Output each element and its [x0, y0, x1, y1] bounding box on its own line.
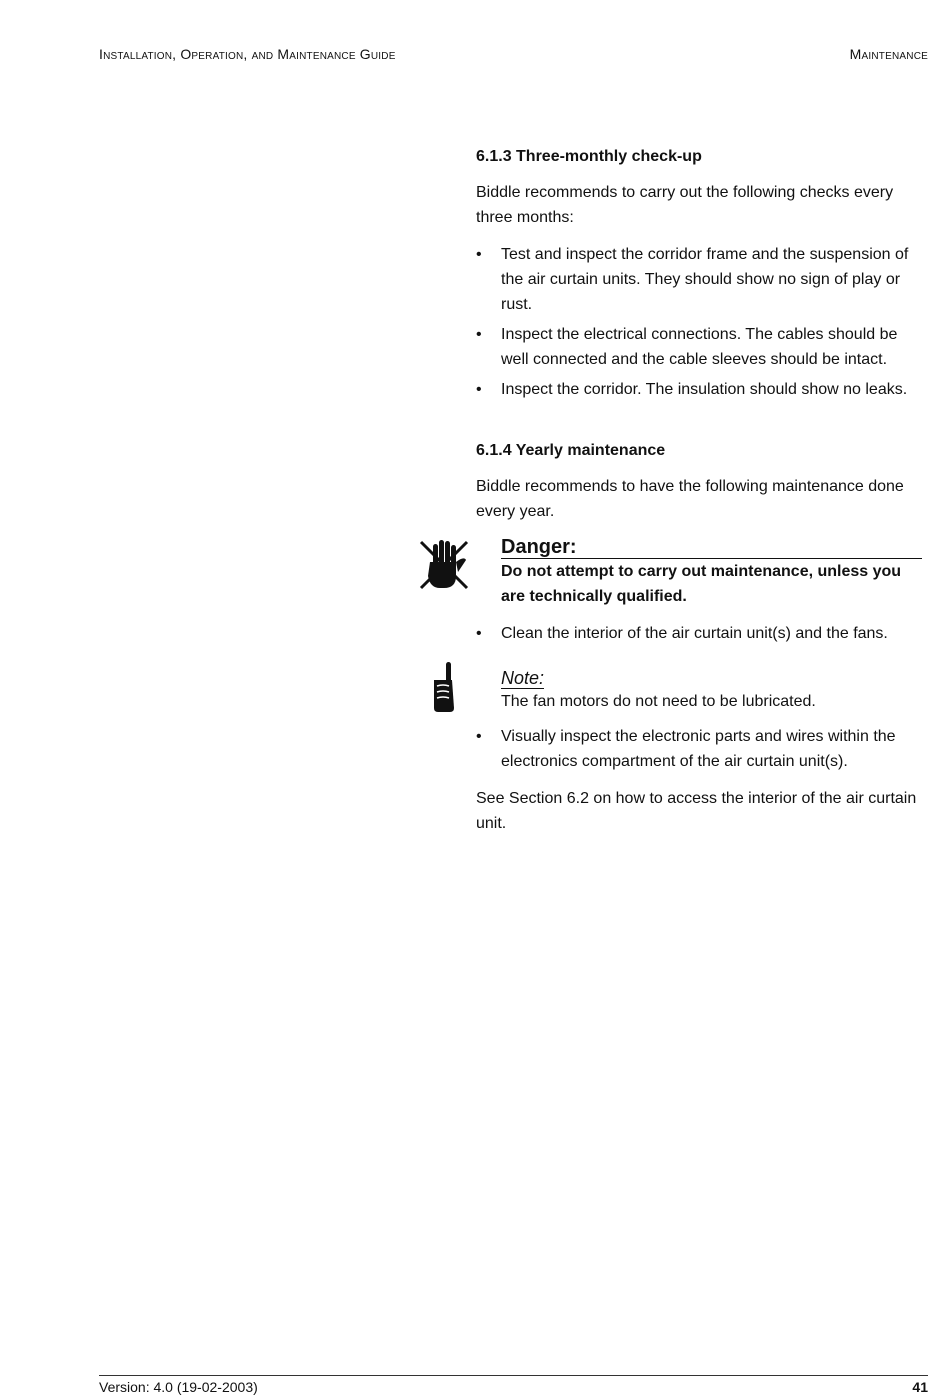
- no-hand-icon: [416, 536, 472, 592]
- section-6-1-4-intro: Biddle recommends to have the following maintenance done every year.: [476, 478, 904, 520]
- section-6-1-4-list-b: [476, 724, 922, 774]
- note-callout: [476, 658, 922, 712]
- note-text: The fan motors do not need to be lubricated.: [501, 693, 816, 710]
- list-item: • Inspect the corridor. The insulation should show no leaks.: [476, 377, 922, 402]
- header-doc-title: Installation, Operation, and Maintenance Guide: [99, 46, 396, 62]
- header-chapter: Maintenance: [849, 46, 928, 62]
- pointing-hand-icon: [416, 660, 472, 716]
- section-6-1-3-title: 6.1.3 Three-monthly check-up: [476, 148, 702, 165]
- list-item: • Test and inspect the corridor frame and the suspension of the air curtain units. They should show no sign of play or rust.: [476, 242, 922, 317]
- danger-title: Danger:: [501, 536, 922, 559]
- section-6-1-4-title: 6.1.4 Yearly maintenance: [476, 442, 666, 459]
- section-6-1-4-list-a: [476, 621, 922, 646]
- section-6-1-3-list: [476, 242, 922, 402]
- main-content: [476, 146, 922, 848]
- section-6-1-3-intro: Biddle recommends to carry out the following checks every three months:: [476, 184, 894, 226]
- page-footer: [99, 1375, 928, 1395]
- danger-callout: [476, 536, 922, 609]
- page-header: [99, 46, 928, 62]
- footer-version: Version: 4.0 (19-02-2003): [99, 1379, 258, 1395]
- list-item: • Inspect the electrical connections. The cables should be well connected and the cable sleeves should be intact.: [476, 322, 922, 372]
- danger-text: Do not attempt to carry out maintenance, unless you are technically qualified.: [501, 563, 902, 605]
- list-item: • Clean the interior of the air curtain unit(s) and the fans.: [476, 621, 922, 646]
- note-title: Note:: [501, 668, 545, 688]
- page-number: 41: [912, 1379, 928, 1395]
- section-6-1-4-closing: See Section 6.2 on how to access the interior of the air curtain unit.: [476, 790, 917, 832]
- list-item: • Visually inspect the electronic parts and wires within the electronics compartment of the air curtain unit(s).: [476, 724, 922, 774]
